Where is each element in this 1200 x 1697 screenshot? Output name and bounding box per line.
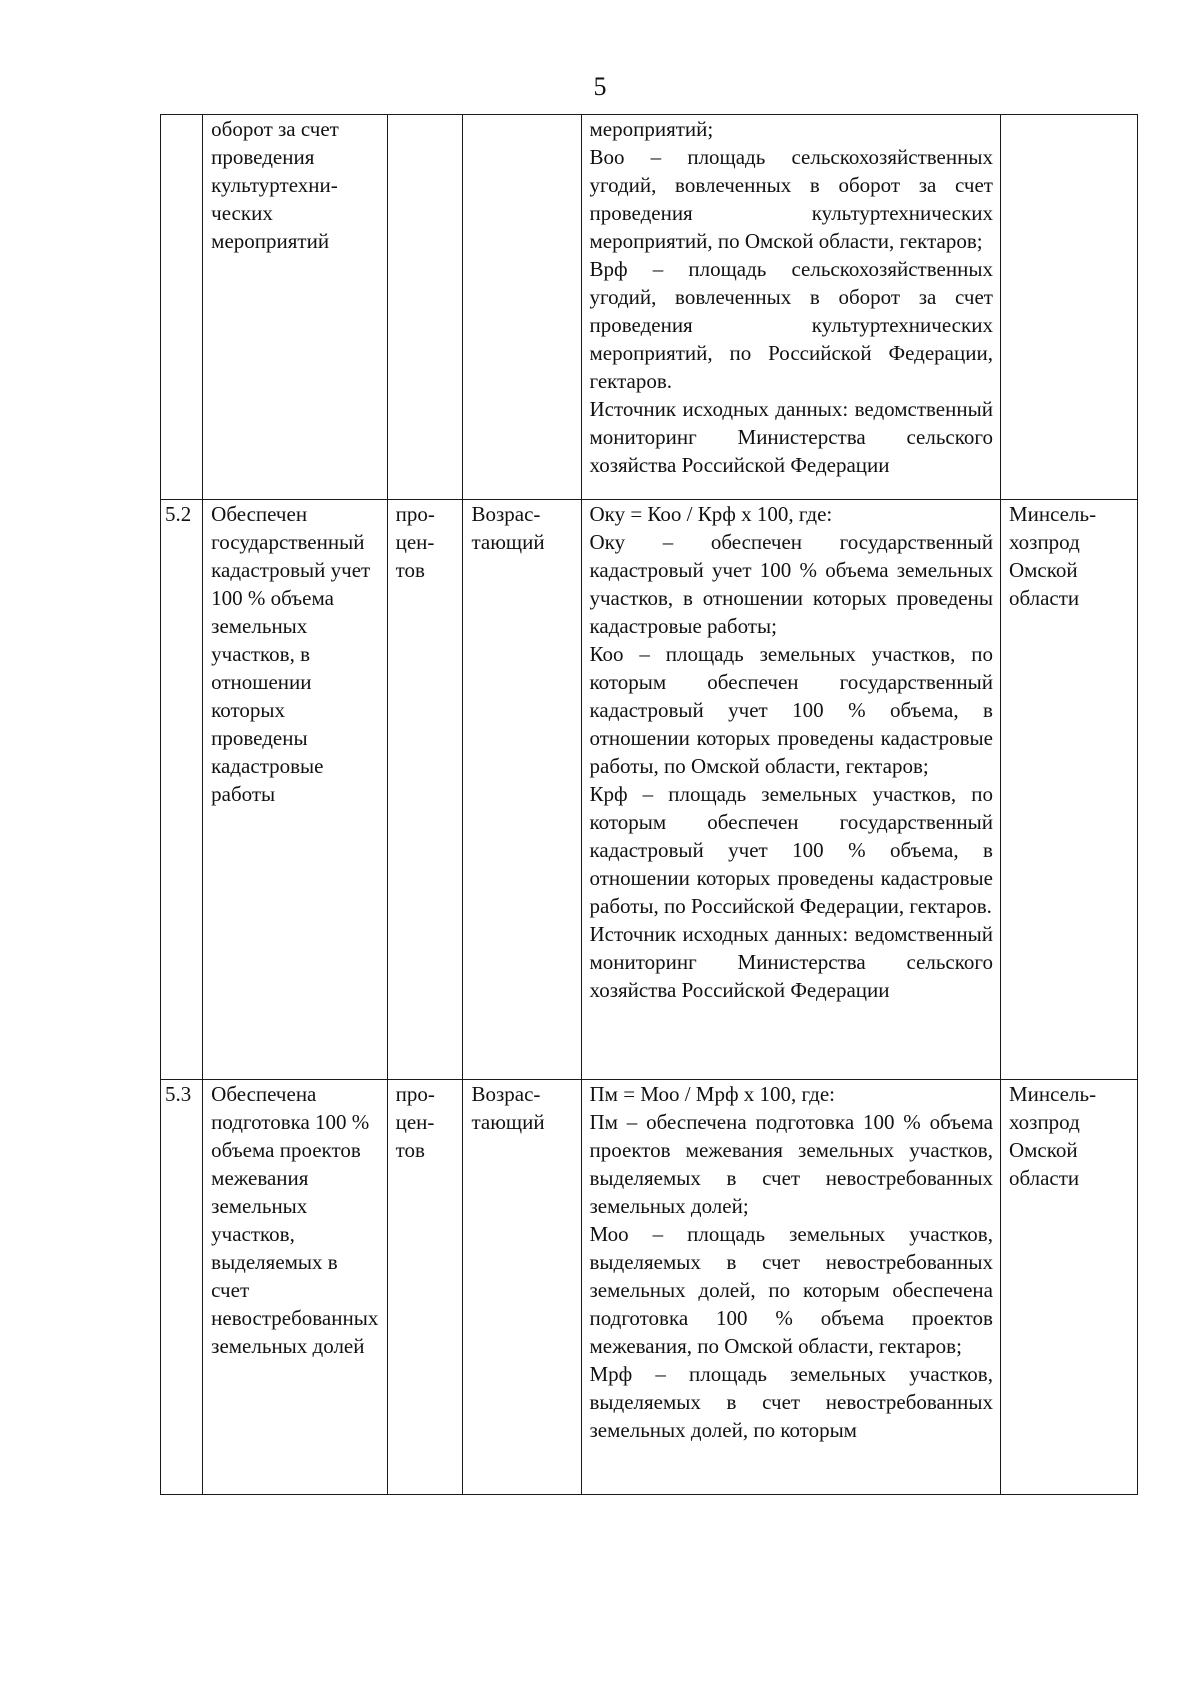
responsible-body [1000, 115, 1137, 500]
method-paragraph: Источник исходных данных: ведомственный мониторинг Министерства сельского хозяйства Российской Федерации [589, 922, 993, 1002]
method-paragraph: Пм = Моо / Мрф х 100, где: [589, 1082, 835, 1106]
method-paragraph: Воо – площадь сельскохозяйственных угодий, вовлеченных в оборот за счет проведения культуртехнических мероприятий, по Омской области, гектаров; [589, 145, 993, 253]
method-paragraph: Врф – площадь сельскохозяйственных угодий, вовлеченных в оборот за счет проведения культуртехнических мероприятий, по Российской Федерации, гектаров. [589, 257, 993, 393]
table-row [161, 115, 1138, 500]
indicator-name: оборот за счет проведения культуртехнических мероприятий [203, 115, 387, 500]
calculation-method [581, 1080, 1000, 1495]
trend-cell: Возрастающий [463, 1080, 581, 1495]
method-paragraph: Крф – площадь земельных участков, по которым обеспечен государственный кадастровый учет 100 % объема, в отношении которых проведены кадастровые работы, по Российской Федерации, гектаров. [589, 782, 993, 918]
method-paragraph: Коо – площадь земельных участков, по которым обеспечен государственный кадастровый учет 100 % объема, в отношении которых проведены кадастровые работы, по Омской области, гектаров; [589, 642, 993, 778]
indicator-name: Обеспечен государственный кадастровый учет 100 % объема земельных участков, в отношении которых проведены кадастровые работы [203, 500, 387, 1080]
responsible-body: Минсельхозпрод Омской области [1000, 1080, 1137, 1495]
unit-cell: процентов [387, 1080, 463, 1495]
method-paragraph: Оку – обеспечен государственный кадастровый учет 100 % объема земельных участков, в отношении которых проведены кадастровые работы; [589, 530, 993, 638]
row-number: 5.3 [161, 1080, 203, 1495]
method-paragraph: Оку = Коо / Крф х 100, где: [589, 502, 833, 526]
indicators-table [160, 114, 1138, 1495]
method-paragraph: Моо – площадь земельных участков, выделяемых в счет невостребованных земельных долей, по которым обеспечена подготовка 100 % объема проектов межевания, по Омской области, гектаров; [589, 1222, 993, 1358]
unit-cell: процентов [387, 500, 463, 1080]
trend-cell [463, 115, 581, 500]
method-paragraph: Пм – обеспечена подготовка 100 % объема проектов межевания земельных участков, выделяемых в счет невостребованных земельных долей; [589, 1110, 993, 1218]
method-paragraph: Источник исходных данных: ведомственный мониторинг Министерства сельского хозяйства Российской Федерации [589, 397, 993, 477]
calculation-method [581, 500, 1000, 1080]
responsible-body: Минсельхозпрод Омской области [1000, 500, 1137, 1080]
method-paragraph: Мрф – площадь земельных участков, выделяемых в счет невостребованных земельных долей, по которым [589, 1362, 993, 1442]
row-number: 5.2 [161, 500, 203, 1080]
page-number: 5 [593, 72, 607, 101]
unit-cell [387, 115, 463, 500]
table-row [161, 500, 1138, 1080]
indicator-name: Обеспечена подготовка 100 % объема проектов межевания земельных участков, выделяемых в счет невостребованных земельных долей [203, 1080, 387, 1495]
row-number [161, 115, 203, 500]
table-row [161, 1080, 1138, 1495]
trend-cell: Возрастающий [463, 500, 581, 1080]
calculation-method [581, 115, 1000, 500]
method-paragraph: мероприятий; [589, 117, 714, 141]
